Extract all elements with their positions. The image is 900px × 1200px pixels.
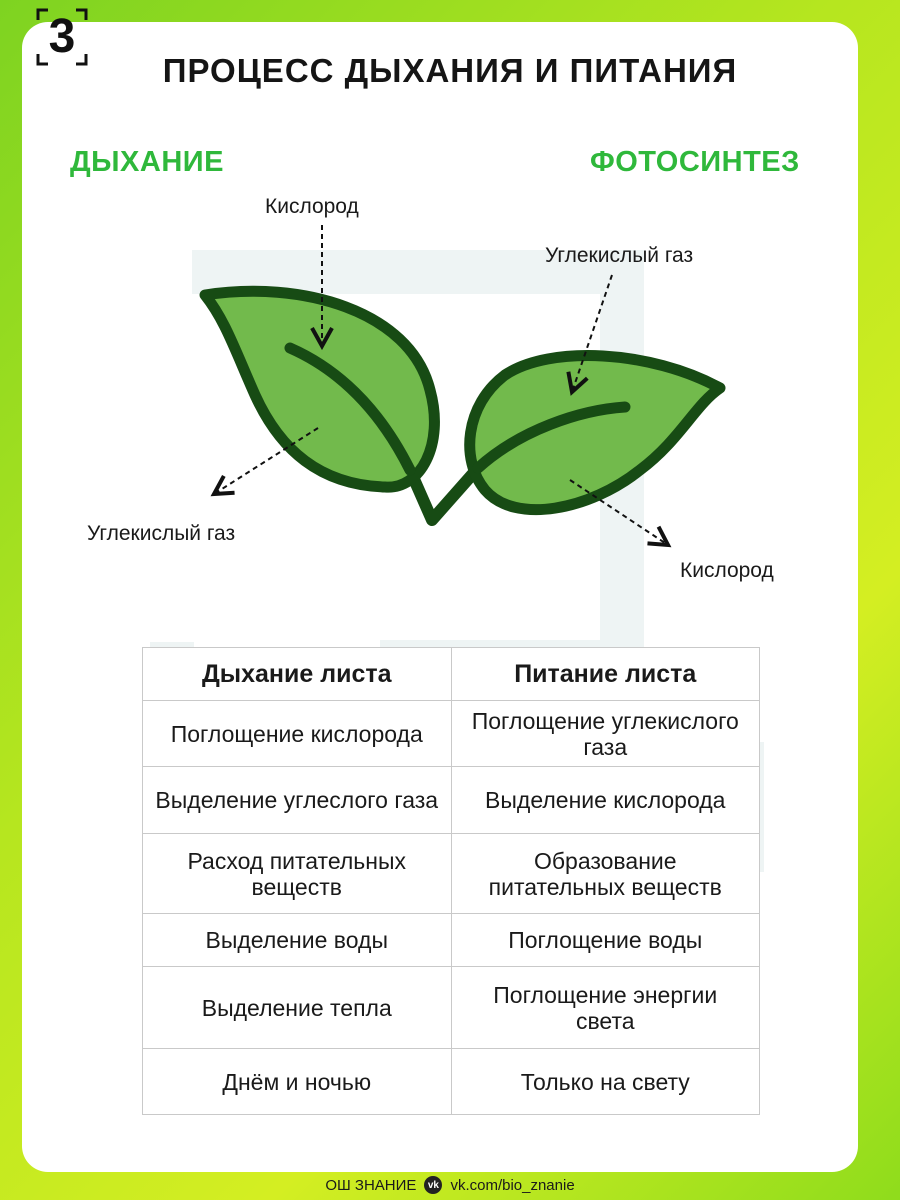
table-cell: Выделение кислорода (451, 767, 760, 834)
section-title-respiration: ДЫХАНИЕ (70, 146, 224, 178)
label-left-co2-out: Углекислый газ (87, 522, 236, 545)
table-row (143, 701, 760, 767)
table-cell: Днём и ночью (143, 1049, 452, 1115)
vk-icon: vk (424, 1176, 442, 1194)
footer-link[interactable]: vk.com/bio_znanie (450, 1176, 575, 1194)
page-title: ПРОЦЕСС ДЫХАНИЯ И ПИТАНИЯ (162, 52, 738, 89)
table-row (143, 967, 760, 1049)
section-title-photosynthesis: ФОТОСИНТЕЗ (590, 146, 800, 178)
column-header-respiration: Дыхание листа (143, 648, 452, 701)
footer-brand: ОШ ЗНАНИЕ (325, 1176, 417, 1194)
footer (0, 1176, 900, 1194)
table-cell: Поглощение воды (451, 914, 760, 967)
table-cell: Только на свету (451, 1049, 760, 1115)
table-cell: Поглощение углекислого газа (451, 701, 760, 767)
table-cell: Поглощение кислорода (143, 701, 452, 767)
table-cell: Выделение воды (143, 914, 452, 967)
table-row (143, 767, 760, 834)
table-cell: Образование питательных веществ (451, 834, 760, 914)
table-cell: Выделение тепла (143, 967, 452, 1049)
comparison-table (142, 647, 760, 1115)
column-header-nutrition: Питание листа (451, 648, 760, 701)
table-cell: Поглощение энергии света (451, 967, 760, 1049)
label-right-oxygen-out: Кислород (680, 559, 774, 582)
table-row (143, 1049, 760, 1115)
logo-digit: 3 (48, 10, 76, 63)
table-row (143, 914, 760, 967)
table-cell: Выделение углеслого газа (143, 767, 452, 834)
label-left-oxygen-in: Кислород (265, 195, 359, 218)
right-leaf (470, 356, 720, 510)
table-header-row (143, 648, 760, 701)
table-cell: Расход питательных веществ (143, 834, 452, 914)
table-row (143, 834, 760, 914)
label-right-co2-in: Углекислый газ (545, 244, 694, 267)
